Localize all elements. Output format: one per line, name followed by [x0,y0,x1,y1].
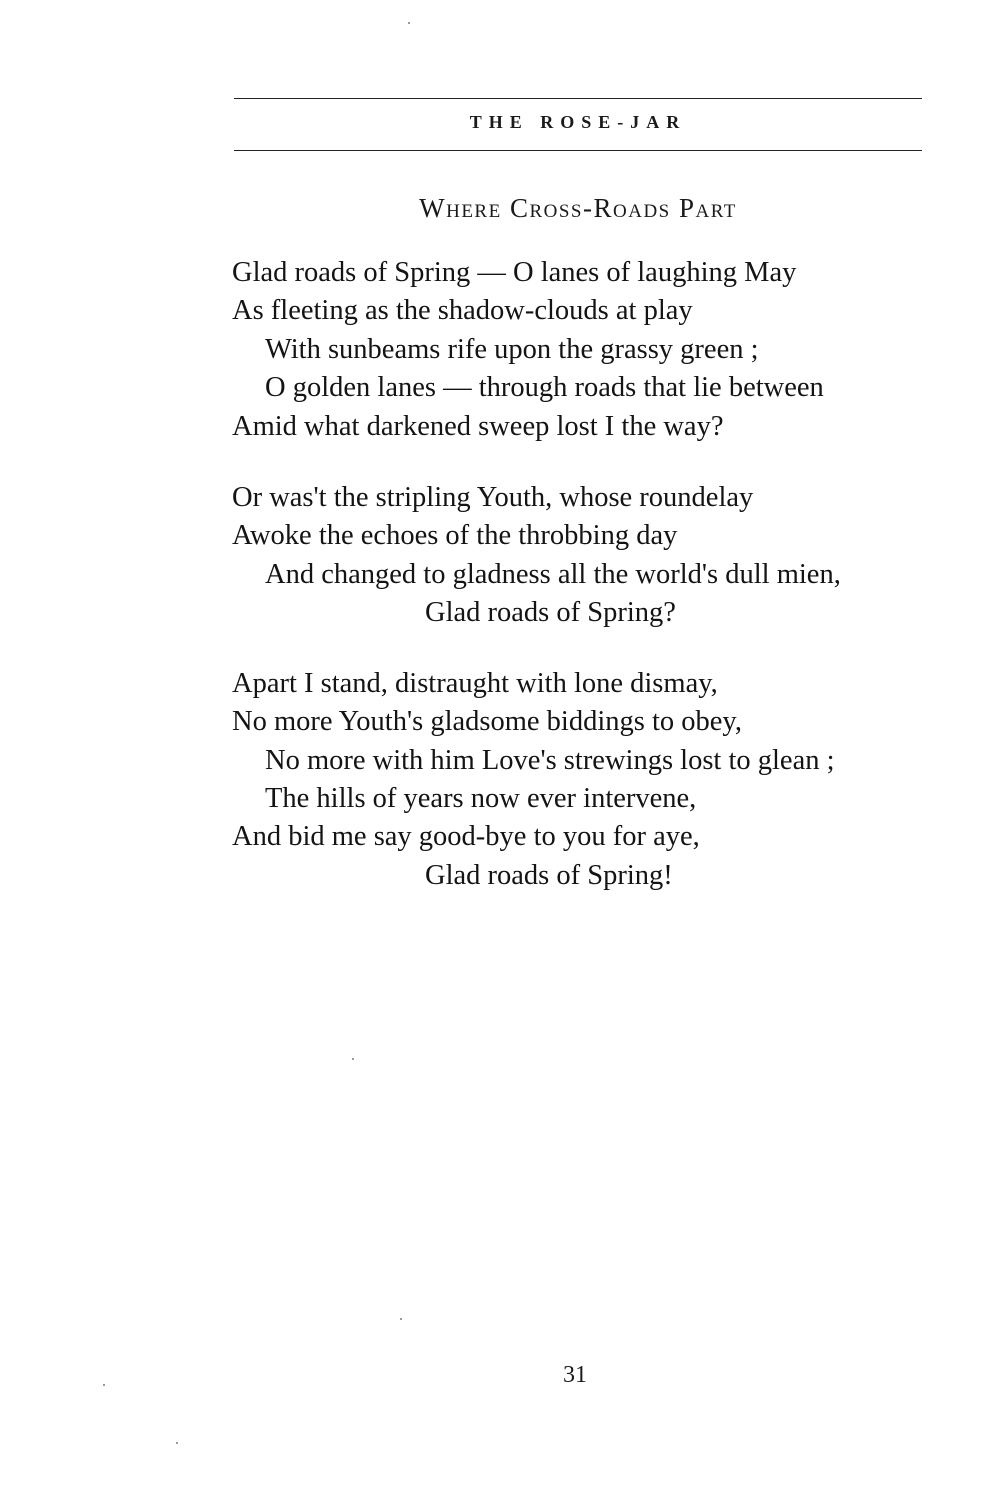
page-number: 31 [563,1362,587,1388]
poem-line: Amid what darkened sweep lost I the way? [232,411,724,442]
poem-line: O golden lanes — through roads that lie between [265,372,824,403]
scan-speck [408,22,410,24]
scan-speck [400,1318,402,1320]
poem-line: Awoke the echoes of the throbbing day [232,520,678,551]
poem-line: No more Youth's gladsome biddings to obey, [232,706,742,737]
poem-refrain: Glad roads of Spring? [425,597,676,628]
poem-line: No more with him Love's strewings lost to glean ; [265,745,835,776]
running-head: THE ROSE-JAR [469,112,687,132]
poem-line: As fleeting as the shadow-clouds at play [232,295,693,326]
poem-title: Where Cross-Roads Part [419,193,737,223]
poem-line: Glad roads of Spring — O lanes of laughing May [232,257,797,288]
header-bottom-rule [234,150,922,151]
scan-speck [176,1442,178,1444]
poem-line: Or was't the stripling Youth, whose roundelay [232,482,754,513]
poem-line: With sunbeams rife upon the grassy green ; [265,334,759,365]
poem-refrain: Glad roads of Spring! [425,860,673,891]
poem-line: And changed to gladness all the world's dull mien, [265,559,841,590]
header-top-rule [234,98,922,99]
poem-line: And bid me say good-bye to you for aye, [232,821,700,852]
scan-speck [352,1058,354,1060]
poem-line: Apart I stand, distraught with lone dismay, [232,668,718,699]
scan-speck [103,1384,105,1386]
poem-line: The hills of years now ever intervene, [265,783,697,814]
